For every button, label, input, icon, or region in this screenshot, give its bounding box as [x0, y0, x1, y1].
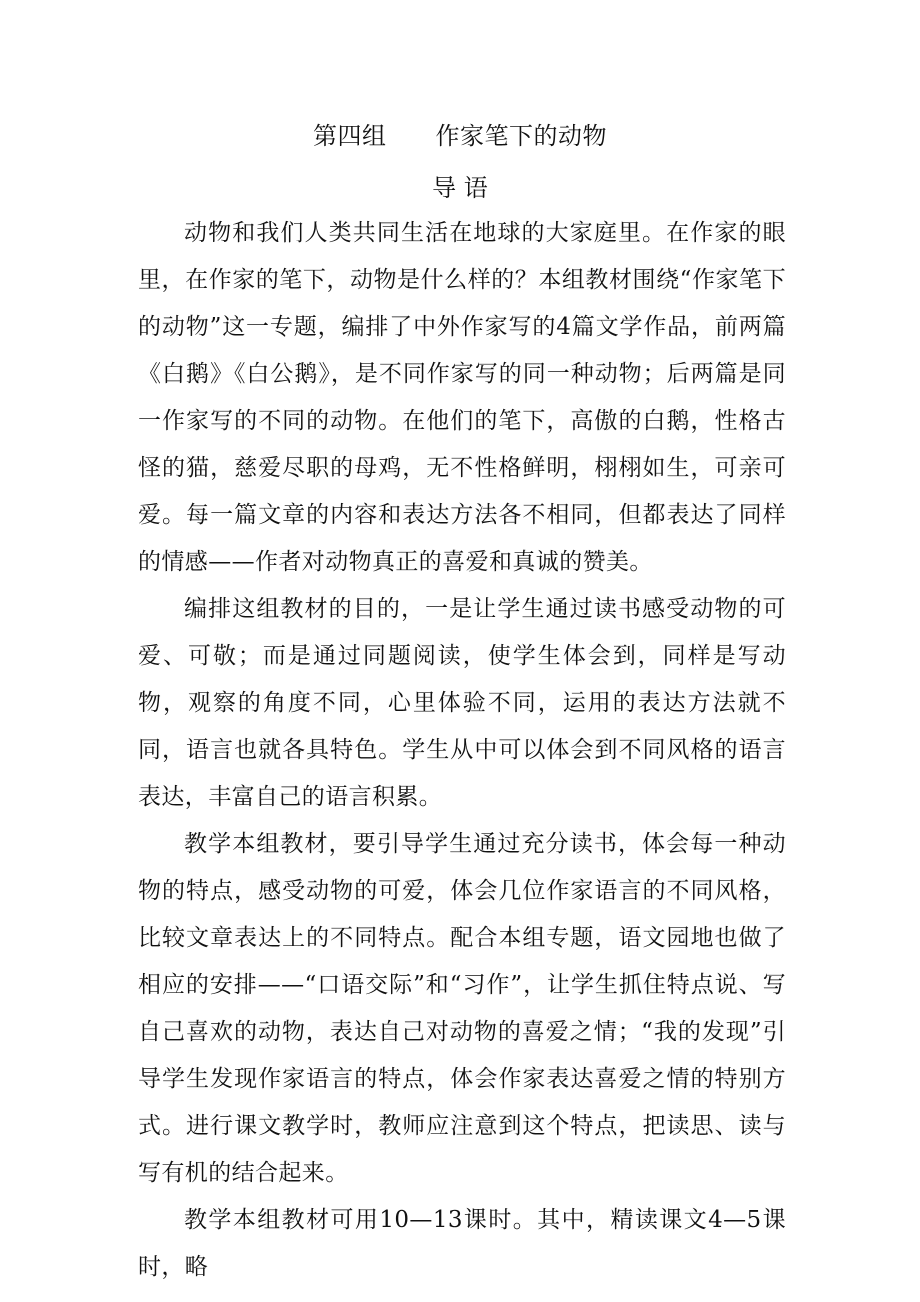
section-heading: 导 语 [432, 174, 488, 202]
page-title: 第四组 作家笔下的动物 [313, 122, 607, 150]
paragraph-4: 教学本组教材可用10—13课时。其中，精读课文4—5课时，略 [138, 1207, 786, 1280]
paragraph-3: 教学本组教材，要引导学生通过充分读书，体会每一种动物的特点，感受动物的可爱，体会几位作家语言的不同风格，比较文章表达上的不同特点。配合本组专题，语文园地也做了相应的安排——“口语交际”和“习作”，让学生抓住特点说、写自己喜欢的动物，表达自己对动物的喜爱之情；“我的发现”引导学生发现作家语言的特点，体会作家表达喜爱之情的特别方式。进行课文教学时，教师应注意到这个特点，把读思、读与写有机的结合起来。 [138, 831, 786, 1186]
paragraph-1: 动物和我们人类共同生活在地球的大家庭里。在作家的眼里，在作家的笔下，动物是什么样的？本组教材围绕“作家笔下的动物”这一专题，编排了中外作家写的4篇文学作品，前两篇《白鹅》《白公鹅》，是不同作家写的同一种动物；后两篇是同一作家写的不同的动物。在他们的笔下，高傲的白鹅，性格古怪的猫，慈爱尽职的母鸡，无不性格鲜明，栩栩如生，可亲可爱。每一篇文章的内容和表达方法各不相同，但都表达了同样的情感——作者对动物真正的喜爱和真诚的赞美。 [138, 220, 786, 575]
paragraph-2: 编排这组教材的目的，一是让学生通过读书感受动物的可爱、可敬；而是通过同题阅读，使学生体会到，同样是写动物，观察的角度不同，心里体验不同，运用的表达方法就不同，语言也就各具特色。学生从中可以体会到不同风格的语言表达，丰富自己的语言积累。 [138, 596, 786, 810]
body-text [138, 210, 786, 1291]
